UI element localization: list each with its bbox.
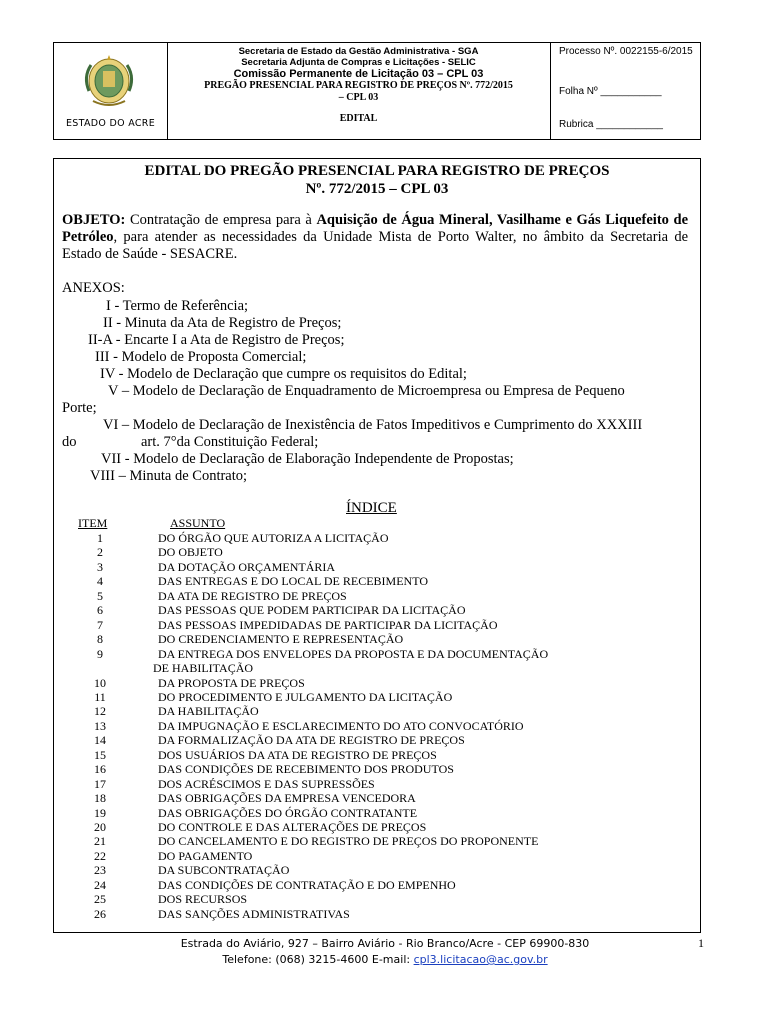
anexo-item: do xyxy=(62,434,77,450)
index-item-number: 18 xyxy=(94,791,106,806)
document-title: EDITAL DO PREGÃO PRESENCIAL PARA REGISTRO DE PREÇOS xyxy=(144,163,610,179)
index-item-number: 7 xyxy=(97,617,103,632)
index-item-number: 24 xyxy=(94,877,106,892)
anexo-item: IV - Modelo de Declaração que cumpre os requisitos do Edital; xyxy=(100,366,467,382)
index-item-subject: DO OBJETO xyxy=(158,545,223,560)
indice-title: ÍNDICE xyxy=(346,500,397,516)
index-item-subject: DO ÓRGÃO QUE AUTORIZA A LICITAÇÃO xyxy=(158,531,389,545)
header-line-pregao: PREGÃO PRESENCIAL PARA REGISTRO DE PREÇOS Nº. 772/2015 xyxy=(204,80,513,91)
index-item-number: 17 xyxy=(94,776,106,791)
anexo-item: VIII – Minuta de Contrato; xyxy=(90,468,248,484)
anexo-item: VI – Modelo de Declaração de Inexistência de Fatos Impeditivos e Cumprimento do XXXIII xyxy=(103,417,643,433)
index-item-number: 22 xyxy=(94,848,106,863)
anexo-item: art. 7°da Constituição Federal; xyxy=(141,434,319,450)
index-item-number: 14 xyxy=(94,733,106,748)
index-item-number: 3 xyxy=(97,559,103,574)
index-item-subject: DAS CONDIÇÕES DE CONTRATAÇÃO E DO EMPENHO xyxy=(158,877,456,892)
index-item-subject: DA ENTREGA DOS ENVELOPES DA PROPOSTA E DA DOCUMENTAÇÃO xyxy=(158,646,549,661)
index-item-number: 26 xyxy=(94,906,106,921)
index-item-number: 11 xyxy=(94,689,106,704)
index-item-subject: DA ATA DE REGISTRO DE PREÇOS xyxy=(158,588,347,603)
anexo-item: II - Minuta da Ata de Registro de Preços; xyxy=(103,315,342,331)
header-title-cell xyxy=(168,43,549,139)
header-table xyxy=(53,42,701,140)
index-item-number: 19 xyxy=(94,805,106,820)
header-line-selic: Secretaria Adjunta de Compras e Licitações - SELIC xyxy=(241,57,476,68)
index-item-number: 8 xyxy=(97,632,103,647)
index-item-subject: DE HABILITAÇÃO xyxy=(153,661,254,676)
index-item-subject: DAS PESSOAS QUE PODEM PARTICIPAR DA LICITAÇÃO xyxy=(158,603,466,618)
index-item-number: 5 xyxy=(97,588,103,603)
index-item-number: 23 xyxy=(94,863,106,878)
index-item-subject: DA SUBCONTRATAÇÃO xyxy=(158,863,290,878)
index-item-number: 4 xyxy=(97,574,103,589)
index-item-number: 12 xyxy=(94,704,106,719)
objeto-label: OBJETO: xyxy=(62,212,126,228)
header-process-cell xyxy=(550,43,701,139)
header-line-sga: Secretaria de Estado da Gestão Administrativa - SGA xyxy=(238,46,479,57)
index-item-subject: DOS USUÁRIOS DA ATA DE REGISTRO DE PREÇOS xyxy=(158,747,437,762)
index-item-number: 16 xyxy=(94,762,106,777)
index-item-subject: DA FORMALIZAÇÃO DA ATA DE REGISTRO DE PREÇOS xyxy=(158,733,465,748)
index-item-number: 21 xyxy=(94,834,106,849)
index-item-subject: DAS SANÇÕES ADMINISTRATIVAS xyxy=(158,906,350,921)
index-item-subject: DOS RECURSOS xyxy=(158,892,248,907)
index-item-number: 20 xyxy=(94,820,106,834)
anexo-item: II-A - Encarte I a Ata de Registro de Preços; xyxy=(88,332,345,348)
header-line-cpl: Comissão Permanente de Licitação 03 – CPL 03 xyxy=(233,68,484,80)
index-item-subject: DAS PESSOAS IMPEDIDADAS DE PARTICIPAR DA LICITAÇÃO xyxy=(158,617,498,632)
index-item-subject: DO CREDENCIAMENTO E REPRESENTAÇÃO xyxy=(158,632,404,647)
index-item-number: 15 xyxy=(94,747,106,762)
objeto-text-rest: , para atender as necessidades da Unidade Mista de Porto Walter, no âmbito da Secretaria de Estado de Saúde - SESACRE. xyxy=(62,229,688,262)
header-line-edital: EDITAL xyxy=(339,113,378,124)
header-line-cpl03: – CPL 03 xyxy=(338,92,379,103)
assunto-column-header: ASSUNTO xyxy=(170,516,226,530)
index-item-subject: DO PAGAMENTO xyxy=(158,848,253,863)
index-item-subject: DA HABILITAÇÃO xyxy=(158,704,259,719)
anexo-item: Porte; xyxy=(62,400,97,416)
anexo-item: V – Modelo de Declaração de Enquadramento de Microempresa ou Empresa de Pequeno xyxy=(108,383,625,399)
index-item-number: 2 xyxy=(97,545,103,560)
index-item-number: 13 xyxy=(94,718,106,733)
item-column-header: ITEM xyxy=(78,516,108,530)
index-item-subject: DAS CONDIÇÕES DE RECEBIMENTO DOS PRODUTOS xyxy=(158,762,454,777)
index-item-subject: DA DOTAÇÃO ORÇAMENTÁRIA xyxy=(158,559,336,574)
index-item-subject: DAS OBRIGAÇÕES DA EMPRESA VENCEDORA xyxy=(158,791,416,806)
anexos-label: ANEXOS: xyxy=(62,280,125,296)
index-item-number: 10 xyxy=(94,675,106,690)
index-item-subject: DO PROCEDIMENTO E JULGAMENTO DA LICITAÇÃO xyxy=(158,689,453,704)
state-label: ESTADO DO ACRE xyxy=(66,118,155,129)
footer-phone: Telefone: (068) 3215-4600 E-mail: xyxy=(222,953,411,966)
objeto-paragraph xyxy=(62,212,688,263)
objeto-text-bold: Aquisição de Água Mineral, Vasilhame e Gás Liquefeito de Petróleo xyxy=(62,212,688,245)
header-logo-cell xyxy=(54,43,168,139)
index-item-number: 25 xyxy=(94,892,106,907)
page-number: 1 xyxy=(698,936,704,950)
objeto-text-intro: Contratação de empresa para à xyxy=(130,212,312,228)
index-item-subject: DOS ACRÉSCIMOS E DAS SUPRESSÕES xyxy=(158,776,375,791)
footer-email-link[interactable]: cpl3.licitacao@ac.gov.br xyxy=(413,953,548,966)
footer-address: Estrada do Aviário, 927 – Bairro Aviário - Rio Branco/Acre - CEP 69900-830 xyxy=(180,937,590,950)
document-subtitle: Nº. 772/2015 – CPL 03 xyxy=(305,181,449,197)
index-item-subject: DO CANCELAMENTO E DO REGISTRO DE PREÇOS DO PROPONENTE xyxy=(158,834,539,849)
anexo-item: III - Modelo de Proposta Comercial; xyxy=(95,349,307,365)
processo-number: Processo Nº. 0022155-6/2015 xyxy=(559,46,693,57)
folha-field: Folha Nº ___________ xyxy=(559,86,662,97)
index-item-subject: DO CONTROLE E DAS ALTERAÇÕES DE PREÇOS xyxy=(158,820,427,834)
index-item-subject: DA PROPOSTA DE PREÇOS xyxy=(158,675,305,690)
state-seal-icon xyxy=(79,51,139,113)
anexo-item: VII - Modelo de Declaração de Elaboração Independente de Propostas; xyxy=(101,451,514,467)
anexo-item: I - Termo de Referência; xyxy=(106,298,249,314)
index-item-subject: DA IMPUGNAÇÃO E ESCLARECIMENTO DO ATO CONVOCATÓRIO xyxy=(158,718,524,733)
footer-contact xyxy=(0,953,770,966)
index-item-subject: DAS ENTREGAS E DO LOCAL DE RECEBIMENTO xyxy=(158,574,428,589)
index-item-number: 6 xyxy=(97,603,103,618)
index-item-number: 1 xyxy=(97,531,103,545)
index-item-number: 9 xyxy=(97,646,103,661)
rubrica-field: Rubrica ____________ xyxy=(559,119,663,130)
index-item-subject: DAS OBRIGAÇÕES DO ÓRGÃO CONTRATANTE xyxy=(158,805,418,820)
